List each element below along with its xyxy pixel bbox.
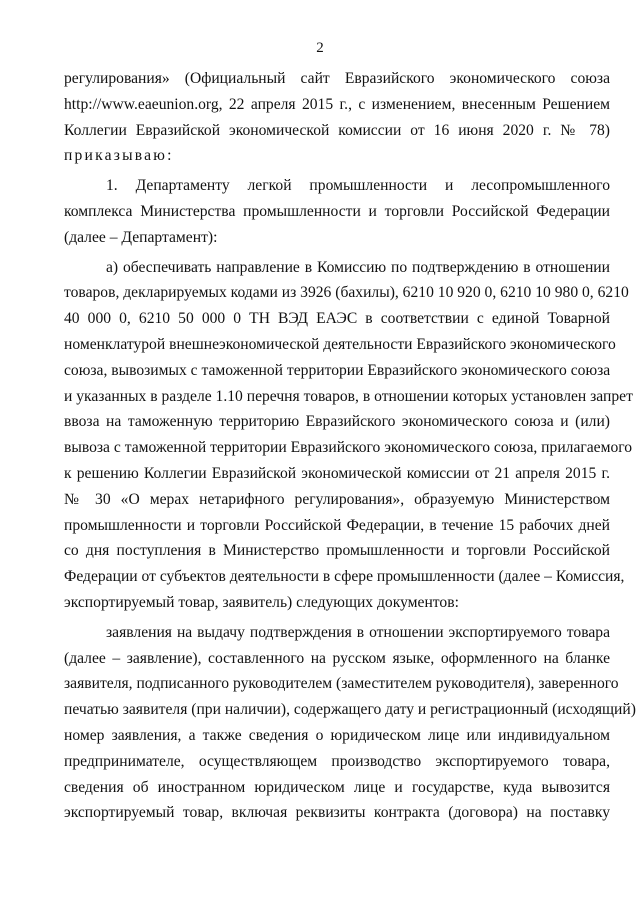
text-line: к решению Коллегии Евразийской экономической комиссии от 21 апреля 2015 г. — [64, 464, 610, 482]
application-paragraph-start: заявления на выдачу подтверждения в отношении экспортируемого товара — [106, 623, 610, 641]
text-line: комплекса Министерства промышленности и торговли Российской Федерации — [64, 202, 610, 220]
text-line: Федерации от субъектов деятельности в сфере промышленности (далее – Комиссия, — [64, 568, 625, 586]
text-line: номер заявления, а также сведения о юридическом лице или индивидуальном — [64, 726, 610, 744]
text-line: экспортируемый товар, заявитель) следующих документов: — [64, 593, 459, 611]
paragraph-1-start: 1. Департаменту легкой промышленности и лесопромышленного — [106, 177, 610, 195]
text-line: сведения об иностранном юридическом лице и государстве, куда вывозится — [64, 778, 610, 796]
text-line: и указанных в разделе 1.10 перечня товаров, в отношении которых установлен запрет — [64, 387, 633, 405]
document-body — [64, 66, 636, 826]
text-line: (далее – заявление), составленного на русском языке, оформленного на бланке — [64, 649, 610, 667]
text-line: Коллегии Евразийской экономической комиссии от 16 июня 2020 г. № 78) — [64, 121, 610, 139]
text-line: 40 000 0, 6210 50 000 0 ТН ВЭД ЕАЭС в соответствии с единой Товарной — [64, 310, 610, 328]
text-line: (далее – Департамент): — [64, 228, 218, 246]
text-line: товаров, декларируемых кодами из 3926 (бахилы), 6210 10 920 0, 6210 10 980 0, 6210 — [64, 284, 629, 302]
text-line: предпринимателе, осуществляющем производство экспортируемого товара, — [64, 752, 610, 770]
text-line: ввоза на таможенную территорию Евразийского экономического союза и (или) — [64, 413, 610, 431]
text-line: http://www.eaeunion.org, 22 апреля 2015 г., с изменением, внесенным Решением — [64, 95, 610, 113]
text-line: промышленности и торговли Российской Федерации, в течение 15 рабочих дней — [64, 516, 610, 534]
text-line: союза, вывозимых с таможенной территории Евразийского экономического союза — [64, 361, 611, 379]
text-line: № 30 «О мерах нетарифного регулирования», образуемую Министерством — [64, 490, 610, 508]
text-line: экспортируемый товар, включая реквизиты контракта (договора) на поставку — [64, 804, 610, 822]
page-number: 2 — [316, 40, 324, 56]
text-line: регулирования» (Официальный сайт Евразийского экономического союза — [64, 70, 610, 87]
subparagraph-a-start: а) обеспечивать направление в Комиссию по подтверждению в отношении — [106, 258, 610, 276]
text-line: печатью заявителя (при наличии), содержащего дату и регистрационный (исходящий) — [64, 701, 636, 719]
text-line: вывоза с таможенной территории Евразийского экономического союза, прилагаемого — [64, 439, 633, 457]
text-line: номенклатурой внешнеэкономической деятельности Евразийского экономического — [64, 335, 616, 353]
text-line: заявителя, подписанного руководителем (заместителем руководителя), заверенного — [64, 675, 619, 693]
text-line: со дня поступления в Министерство промышленности и торговли Российской — [64, 542, 610, 560]
order-word: приказываю: — [64, 147, 174, 165]
